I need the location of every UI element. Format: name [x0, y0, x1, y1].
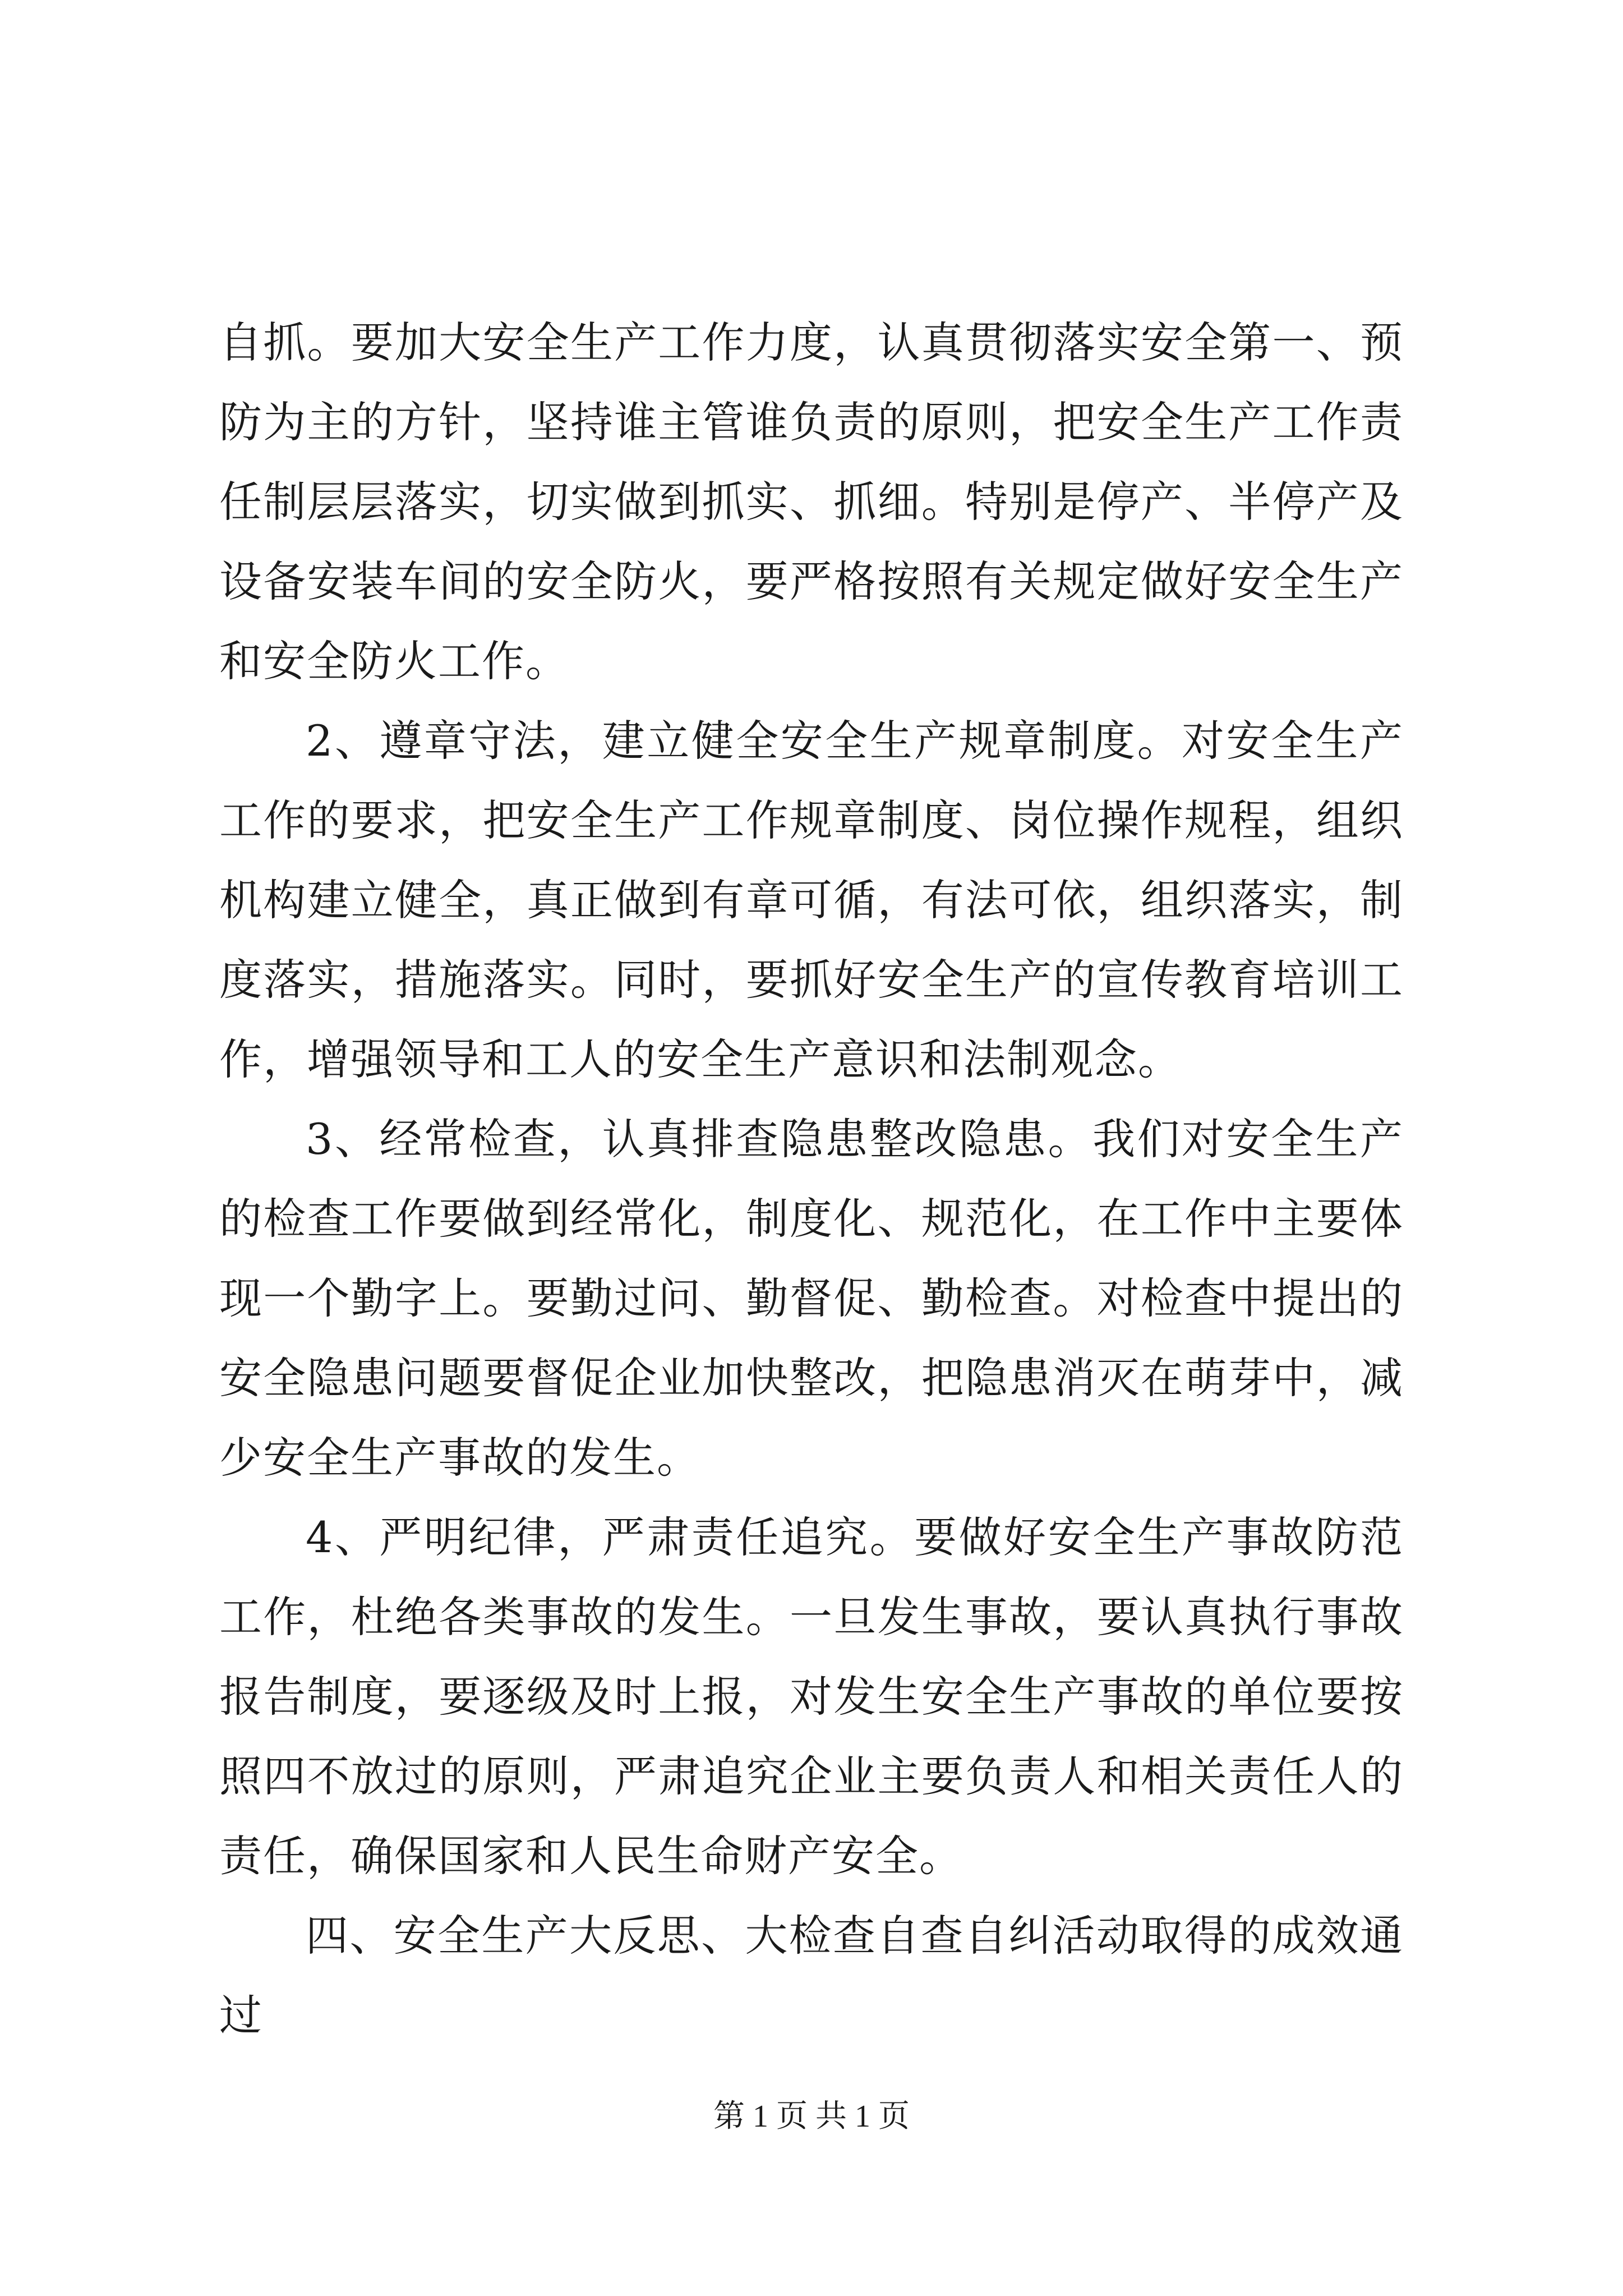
- page-footer: [0, 2097, 1623, 2136]
- paragraph-3: 3、经常检查，认真排查隐患整改隐患。我们对安全生产的检查工作要做到经常化，制度化、规范化，在工作中主要体现一个勤字上。要勤过问、勤督促、勤检查。对检查中提出的安全隐患问题要督促企业加快整改，把隐患消灭在萌芽中，减少安全生产事故的发生。: [219, 1114, 1404, 1483]
- paragraph-4: 4、严明纪律，严肃责任追究。要做好安全生产事故防范工作，杜绝各类事故的发生。一旦发生事故，要认真执行事故报告制度，要逐级及时上报，对发生安全生产事故的单位要按照四不放过的原则，严肃追究企业主要负责人和相关责任人的责任，确保国家和人民生命财产安全。: [219, 1512, 1404, 1881]
- document-body: [219, 303, 1404, 2055]
- paragraph-1: 自抓。要加大安全生产工作力度，认真贯彻落实安全第一、预防为主的方针，坚持谁主管谁负责的原则，把安全生产工作责任制层层落实，切实做到抓实、抓细。特别是停产、半停产及设备安装车间的安全防火，要严格按照有关规定做好安全生产和安全防火工作。: [219, 318, 1404, 686]
- page-number-label: 第 1 页 共 1 页: [713, 2099, 910, 2134]
- paragraph-2: 2、遵章守法，建立健全安全生产规章制度。对安全生产工作的要求，把安全生产工作规章制度、岗位操作规程，组织机构建立健全，真正做到有章可循，有法可依，组织落实，制度落实，措施落实。同时，要抓好安全生产的宣传教育培训工作，增强领导和工人的安全生产意识和法制观念。: [219, 716, 1404, 1084]
- paragraph-5: 四、安全生产大反思、大检查自查自纠活动取得的成效通过: [219, 1911, 1404, 2040]
